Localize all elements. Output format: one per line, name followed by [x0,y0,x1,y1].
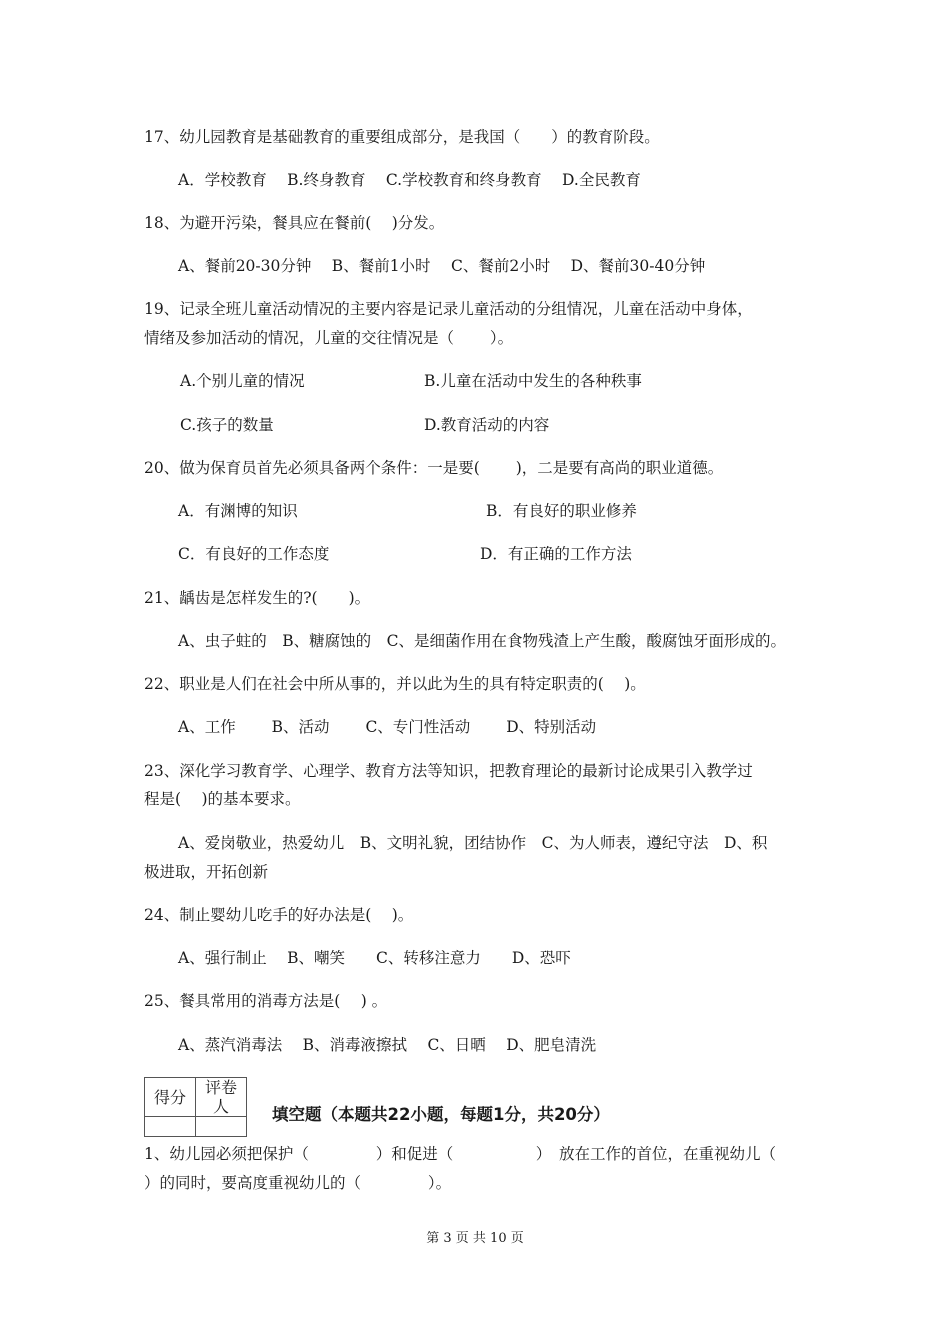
question-19-option-c: C.孩子的数量 [180,416,274,434]
grader-cell [196,1117,247,1137]
fill-question-1-line2: ）的同时，要高度重视幼儿的（ ）。 [144,1174,452,1192]
question-25-stem: 25、餐具常用的消毒方法是( ) 。 [144,992,388,1010]
question-20-option-d: D．有正确的工作方法 [480,545,632,563]
question-22-stem: 22、职业是人们在社会中所从事的，并以此为生的具有特定职责的( )。 [144,675,646,693]
question-22-options: A、工作 B、活动 C、专门性活动 D、特别活动 [178,718,597,736]
question-19-option-b: B.儿童在活动中发生的各种秩事 [424,372,642,390]
question-23-stem-line2: 程是( )的基本要求。 [144,790,301,808]
fill-question-1-line1: 1、幼儿园必须把保护（ ）和促进（ ） 放在工作的首位，在重视幼儿（ [144,1145,776,1163]
question-20-option-b: B．有良好的职业修养 [486,502,637,520]
question-19-option-d: D.教育活动的内容 [424,416,550,434]
score-cell [145,1117,196,1137]
question-21-stem: 21、龋齿是怎样发生的?( )。 [144,589,371,607]
question-17-stem: 17、幼儿园教育是基础教育的重要组成部分，是我国（ ）的教育阶段。 [144,128,660,146]
section-title: 填空题（本题共22小题，每题1分，共20分） [272,1105,610,1124]
question-21-options: A、虫子蛀的 B、糖腐蚀的 C、是细菌作用在食物残渣上产生酸，酸腐蚀牙面形成的。 [178,632,786,650]
score-box [144,1077,247,1137]
question-19-stem-line2: 情绪及参加活动的情况，儿童的交往情况是（ ）。 [144,329,514,347]
question-20-option-c: C．有良好的工作态度 [178,545,330,563]
question-24-stem: 24、制止婴幼儿吃手的好办法是( )。 [144,906,414,924]
page-footer: 第 3 页 共 10 页 [426,1231,524,1246]
question-19-stem-line1: 19、记录全班儿童活动情况的主要内容是记录儿童活动的分组情况，儿童在活动中身体， [144,300,753,318]
question-18-stem: 18、为避开污染，餐具应在餐前( )分发。 [144,214,445,232]
question-20-stem: 20、做为保育员首先必须具备两个条件：一是要( )，二是要有高尚的职业道德。 [144,459,724,477]
score-label: 得分 [145,1078,196,1117]
question-17-options: A．学校教育 B.终身教育 C.学校教育和终身教育 D.全民教育 [178,171,641,189]
question-19-option-a: A.个别儿童的情况 [180,372,305,390]
question-25-options: A、蒸汽消毒法 B、消毒液擦拭 C、日晒 D、肥皂清洗 [178,1036,597,1054]
question-23-options-line2: 极进取，开拓创新 [144,863,269,881]
question-20-option-a: A．有渊博的知识 [178,502,298,520]
question-23-stem-line1: 23、深化学习教育学、心理学、教育方法等知识，把教育理论的最新讨论成果引入教学过 [144,762,753,780]
question-24-options: A、强行制止 B、嘲笑 C、转移注意力 D、恐吓 [178,949,571,967]
question-23-options-line1: A、爱岗敬业，热爱幼儿 B、文明礼貌，团结协作 C、为人师表，遵纪守法 D、积 [178,834,768,852]
question-18-options: A、餐前20-30分钟 B、餐前1小时 C、餐前2小时 D、餐前30-40分钟 [178,257,706,275]
grader-label: 评卷人 [196,1078,247,1117]
